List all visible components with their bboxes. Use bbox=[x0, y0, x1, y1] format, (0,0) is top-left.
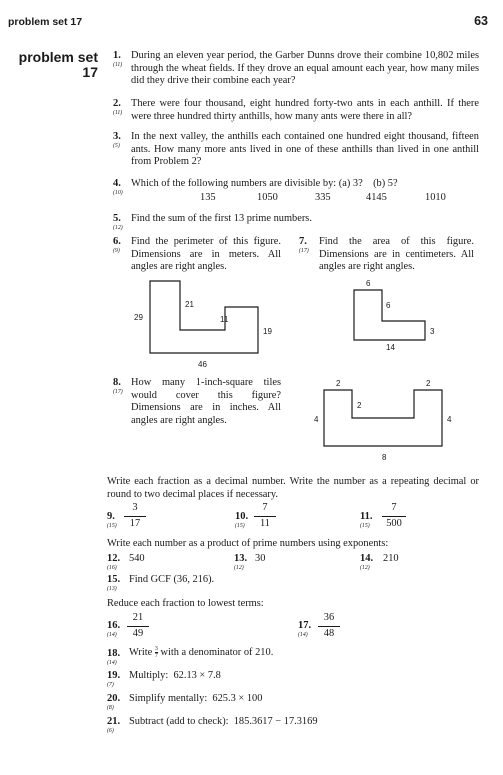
problem-4-number: 4. (10) bbox=[113, 178, 123, 196]
dim-label: 6 bbox=[386, 301, 391, 310]
fraction-problem-17: $\frac{36}{48}$ bbox=[318, 612, 340, 640]
problem-14-number: 14. (12) bbox=[360, 553, 374, 571]
problem-8-text: How many 1-inch-square tiles would cover this figure? Dimensions are in inches. All angles are right angles. bbox=[131, 377, 281, 427]
problem-21-text: Subtract (add to check): 185.3617 − 17.3169 bbox=[129, 716, 318, 727]
problem-18-text: Write $\frac{3}{7}$ with a denominator of 210. bbox=[129, 646, 274, 659]
problem-13-value: 30 bbox=[255, 553, 266, 564]
number-option: 1050 bbox=[257, 192, 278, 203]
dim-label: 14 bbox=[386, 343, 395, 352]
problem-10-number: 10. (15) bbox=[235, 511, 249, 529]
dim-label: 4 bbox=[447, 415, 452, 424]
dim-label: 8 bbox=[382, 453, 387, 462]
figure-problem-8 bbox=[310, 376, 460, 466]
dim-label: 21 bbox=[185, 300, 194, 309]
problem-2-number: 2. (11) bbox=[113, 98, 123, 116]
problem-5-number: 5. (12) bbox=[113, 213, 123, 231]
prime-instruction: Write each number as a product of prime numbers using exponents: bbox=[107, 538, 389, 549]
problem-12-value: 540 bbox=[129, 553, 145, 564]
problem-9-number: 9. (15) bbox=[107, 511, 117, 529]
problem-1-number: 1. (11) bbox=[113, 50, 123, 68]
problem-7-number: 7. (17) bbox=[299, 236, 309, 254]
number-option: 4145 bbox=[366, 192, 387, 203]
running-header: problem set 17 bbox=[8, 16, 83, 28]
problem-set-label: problem set bbox=[18, 49, 98, 65]
problem-2-text: There were four thousand, eight hundred forty-two ants in each anthill. If there were three hundred thirty anthills, how many ants were there in all? bbox=[131, 98, 479, 122]
problem-18-number: 18. (14) bbox=[107, 648, 121, 666]
fraction-problem-9: $\frac{3}{17}$ bbox=[124, 502, 146, 530]
problem-1-ref: (11) bbox=[113, 61, 123, 68]
figure-6-outline bbox=[150, 281, 258, 353]
number-option: 135 bbox=[200, 192, 216, 203]
fraction-problem-10: $\frac{7}{11}$ bbox=[254, 502, 276, 530]
problem-16-number: 16. (14) bbox=[107, 620, 121, 638]
problem-11-number: 11. (15) bbox=[360, 511, 373, 529]
problem-13-number: 13. (12) bbox=[234, 553, 248, 571]
problem-19-text: Multiply: 62.13 × 7.8 bbox=[129, 670, 221, 681]
problem-14-value: 210 bbox=[383, 553, 399, 564]
problem-set-title bbox=[8, 50, 98, 79]
problem-3-number: 3. (5) bbox=[113, 131, 121, 149]
dim-label: 4 bbox=[314, 415, 319, 424]
figure-problem-7 bbox=[342, 276, 452, 352]
problem-20-text: Simplify mentally: 625.3 × 100 bbox=[129, 693, 263, 704]
dim-label: 2 bbox=[426, 379, 431, 388]
problem-12-number: 12. (16) bbox=[107, 553, 121, 571]
dim-label: 2 bbox=[336, 379, 341, 388]
problem-19-number: 19. (7) bbox=[107, 670, 121, 688]
inline-fraction: $\frac{3}{7}$ bbox=[154, 646, 158, 659]
dim-label: 29 bbox=[134, 313, 143, 322]
problem-1-text: During an eleven year period, the Garber Dunns drove their combine 10,802 miles through the wheat fields. If they drove an equal amount each year, how many miles did they drive their combine each year? bbox=[131, 50, 479, 87]
dim-label: 19 bbox=[263, 327, 272, 336]
problem-20-number: 20. (8) bbox=[107, 693, 121, 711]
figure-8-outline bbox=[324, 390, 442, 446]
number-option: 335 bbox=[315, 192, 331, 203]
dim-label: 11 bbox=[220, 315, 229, 324]
figure-problem-6 bbox=[134, 276, 290, 372]
problem-4-text: Which of the following numbers are divisible by: (a) 3? (b) 5? bbox=[131, 178, 398, 189]
problem-15-number: 15. (13) bbox=[107, 574, 121, 592]
decimal-instruction: Write each fraction as a decimal number. Write the number as a repeating decimal or round to two decimal places if necessary. bbox=[107, 476, 479, 500]
problem-8-number: 8. (17) bbox=[113, 377, 123, 395]
dim-label: 46 bbox=[198, 360, 207, 369]
fraction-problem-16: $\frac{21}{49}$ bbox=[127, 612, 149, 640]
problem-3-text: In the next valley, the anthills each contained one hundred eight thousand, fifteen ants. How many more ants lived in one of these anthills than lived in one anthill from Problem 2? bbox=[131, 131, 479, 168]
reduce-instruction: Reduce each fraction to lowest terms: bbox=[107, 598, 264, 609]
page-number: 63 bbox=[474, 14, 488, 28]
dim-label: 3 bbox=[430, 327, 435, 336]
problem-21-number: 21. (6) bbox=[107, 716, 121, 734]
problem-set-number: 17 bbox=[82, 63, 98, 80]
number-option: 1010 bbox=[425, 192, 446, 203]
problem-6-text: Find the perimeter of this figure. Dimensions are in meters. All angles are right angles. bbox=[131, 236, 281, 273]
dim-label: 2 bbox=[357, 401, 362, 410]
problem-17-number: 17. (14) bbox=[298, 620, 312, 638]
fraction-problem-11: $\frac{7}{500}$ bbox=[382, 502, 406, 530]
figure-7-outline bbox=[354, 290, 425, 340]
problem-6-number: 6. (9) bbox=[113, 236, 121, 254]
problem-5-text: Find the sum of the first 13 prime numbers. bbox=[131, 213, 312, 224]
problem-7-text: Find the area of this figure. Dimensions are in centimeters. All angles are right angles. bbox=[319, 236, 474, 273]
dim-label: 6 bbox=[366, 279, 371, 288]
problem-15-text: Find GCF (36, 216). bbox=[129, 574, 215, 585]
